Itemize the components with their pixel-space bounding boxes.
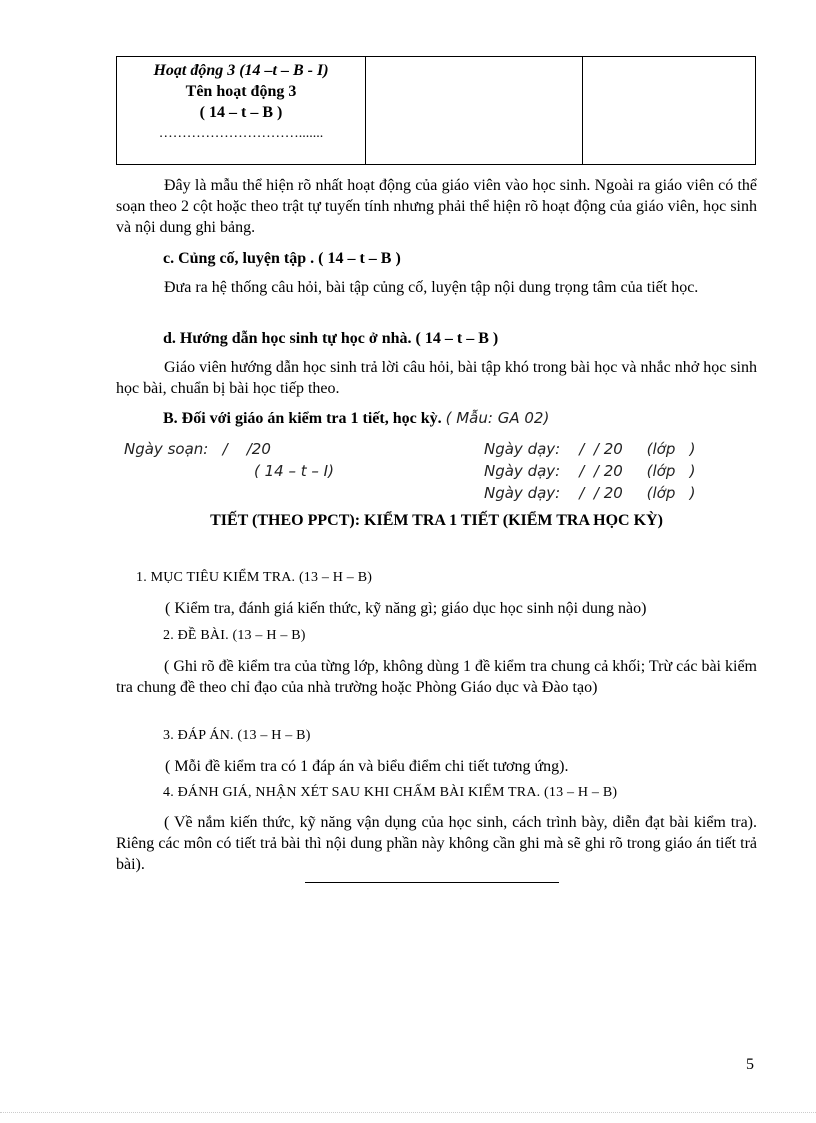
activity-dots: …………………………....... [158,126,324,141]
date-taught-3: Ngày dạy: / / 20 (lớp ) [484,484,696,502]
date-taught-1: Ngày dạy: / / 20 (lớp ) [484,440,696,458]
closing-rule [305,882,559,883]
heading-b-line [163,408,549,429]
date-taught-2: Ngày dạy: / / 20 (lớp ) [484,462,696,480]
heading-b: B. Đối với giáo án kiểm tra 1 tiết, học kỳ. [163,410,442,427]
teacher-column-cell [366,57,583,165]
section-2-text: ( Ghi rõ đề kiểm tra của từng lớp, không dùng 1 đề kiểm tra chung cả khối; Trừ các bài kiểm tra chung đề theo chỉ đạo của nhà trường hoặc Phòng Giáo dục và Đào tạo) [116,658,757,696]
activity-cell [117,57,366,165]
date-prepared: Ngày soạn: / /20 [124,440,271,458]
page-bottom-border [0,1112,816,1113]
section-1-text: ( Kiểm tra, đánh giá kiến thức, kỹ năng gì; giáo dục học sinh nội dung nào) [165,600,647,617]
activity-table [116,56,756,165]
heading-c: c. Củng cố, luyện tập . ( 14 – t – B ) [163,250,401,267]
heading-d: d. Hướng dẫn học sinh tự học ở nhà. ( 14 – t – B ) [163,330,499,347]
paragraph-d: Giáo viên hướng dẫn học sinh trả lời câu hỏi, bài tập khó trong bài học và nhắc nhở học sinh học bài, chuẩn bị bài học tiếp theo. [116,359,757,397]
activity-code: ( 14 – t – B ) [199,104,283,121]
section-4-heading: 4. ĐÁNH GIÁ, NHẬN XÉT SAU KHI CHẤM BÀI KIỂM TRA. (13 – H – B) [163,785,618,800]
paragraph-intro: Đây là mẫu thể hiện rõ nhất hoạt động của giáo viên vào học sinh. Ngoài ra giáo viên có thể soạn theo 2 cột hoặc theo trật tự tuyến tính nhưng phải thể hiện rõ hoạt động của giáo viên, học sinh và nội dung ghi bảng. [116,177,757,236]
activity-name: Tên hoạt động 3 [185,83,297,100]
section-3-heading: 3. ĐÁP ÁN. (13 – H – B) [163,728,311,743]
activity-title: Hoạt động 3 (14 –t – B - I) [153,62,329,79]
section-2-heading: 2. ĐỀ BÀI. (13 – H – B) [163,628,306,643]
page-number: 5 [746,1056,754,1073]
section-1-heading: 1. MỤC TIÊU KIỂM TRA. (13 – H – B) [136,570,373,585]
section-3-text: ( Mỗi đề kiểm tra có 1 đáp án và biểu điểm chi tiết tương ứng). [165,758,569,775]
test-title: TIẾT (THEO PPCT): KIỂM TRA 1 TIẾT (KIỂM TRA HỌC KỲ) [210,512,663,529]
date-prepared-code: ( 14 – t – I) [254,462,334,480]
section-4-text: ( Về nắm kiến thức, kỹ năng vận dụng của học sinh, cách trình bày, diễn đạt bài kiểm tra). Riêng các môn có tiết trả bài thì nội dung phần này không cần ghi mà sẽ ghi rõ trong giáo án tiết trả bài). [116,814,757,873]
paragraph-c: Đưa ra hệ thống câu hỏi, bài tập củng cố, luyện tập nội dung trọng tâm của tiết học. [164,279,699,296]
student-column-cell [583,57,756,165]
heading-b-note: ( Mẫu: GA 02) [445,409,550,427]
